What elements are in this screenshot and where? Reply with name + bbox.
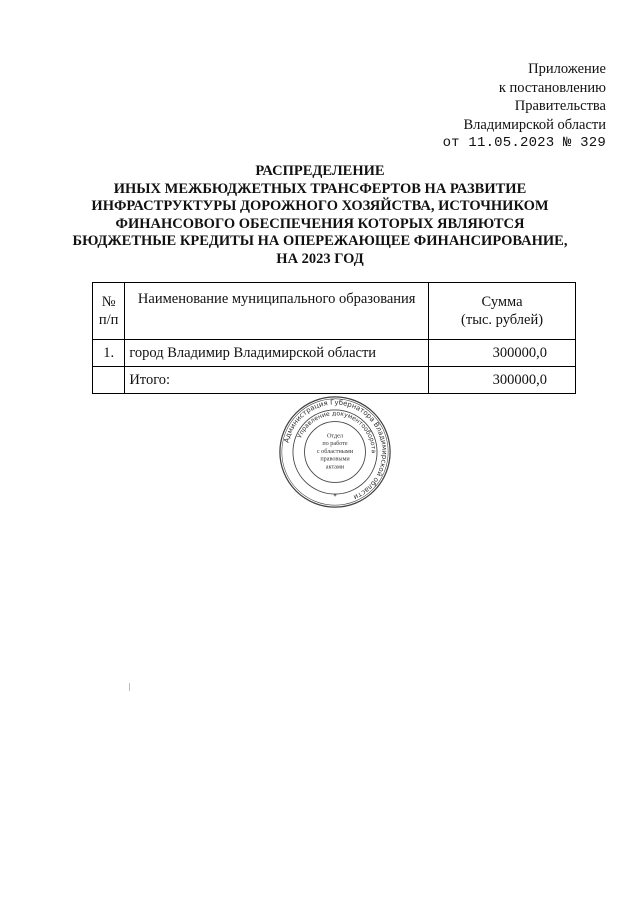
appendix-line: Приложение	[528, 61, 606, 77]
table-total-row	[93, 367, 576, 394]
header-sum	[429, 283, 576, 340]
appendix-line: Владимирской области	[463, 116, 606, 133]
title-line: ФИНАНСОВОГО ОБЕСПЕЧЕНИЯ КОТОРЫХ ЯВЛЯЮТСЯ	[115, 215, 525, 232]
header-name: Наименование муниципального образования	[125, 283, 429, 340]
appendix-line: Правительства	[514, 98, 606, 114]
title-line: БЮДЖЕТНЫЕ КРЕДИТЫ НА ОПЕРЕЖАЮЩЕЕ ФИНАНСИРОВАНИЕ,	[72, 233, 568, 249]
header-sum-label: Сумма	[481, 294, 523, 310]
header-number	[93, 283, 125, 340]
seal-center-line: с областными	[316, 447, 354, 455]
title-line: НА 2023 ГОД	[276, 250, 364, 267]
seal-center-line: по работе	[322, 440, 348, 448]
appendix-line: к постановлению	[498, 79, 606, 96]
seal-center-line: Отдел	[326, 432, 344, 440]
seal-center-line: правовыми	[320, 455, 350, 463]
row-sum: 300000,0	[429, 340, 576, 367]
official-seal	[277, 394, 393, 510]
header-sum-unit: (тыс. рублей)	[461, 312, 544, 328]
scan-artifact	[129, 683, 130, 691]
header-number-abbr: п/п	[98, 312, 119, 328]
seal-star-icon: *	[333, 492, 337, 501]
title-line: РАСПРЕДЕЛЕНИЕ	[255, 163, 385, 179]
row-number: 1.	[93, 340, 125, 367]
header-number-sign: №	[101, 294, 116, 310]
table-header-row	[93, 283, 576, 340]
total-label: Итого:	[125, 367, 429, 394]
total-number	[93, 367, 125, 394]
document-title	[40, 163, 600, 268]
appendix-date-number: от 11.05.2023 № 329	[442, 135, 606, 151]
title-line: ИНФРАСТРУКТУРЫ ДОРОЖНОГО ХОЗЯЙСТВА, ИСТОЧНИКОМ	[91, 198, 549, 214]
distribution-table	[92, 282, 576, 394]
row-municipality: город Владимир Владимирской области	[125, 340, 429, 367]
title-line: ИНЫХ МЕЖБЮДЖЕТНЫХ ТРАНСФЕРТОВ НА РАЗВИТИЕ	[113, 180, 527, 197]
seal-outer-text: Администрация Губернатора Владимирской области	[282, 398, 389, 502]
seal-inner-text: Управление документооборота	[296, 410, 377, 454]
seal-center-line: актами	[325, 463, 345, 471]
table-row	[93, 340, 576, 367]
appendix-block	[443, 60, 606, 153]
total-sum: 300000,0	[429, 367, 576, 394]
